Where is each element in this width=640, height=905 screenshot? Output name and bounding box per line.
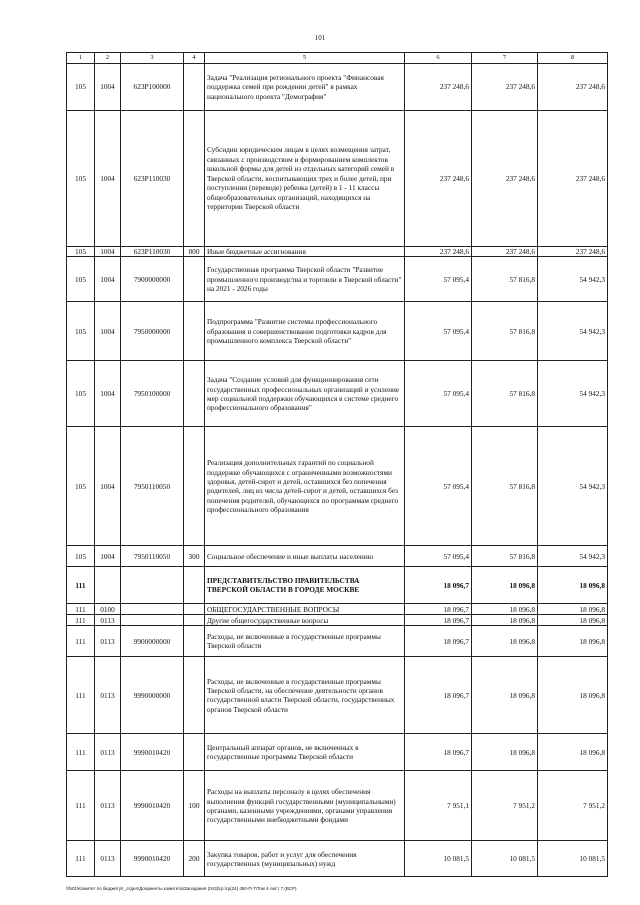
cell-target-article: 7950100000: [121, 361, 184, 427]
cell-expense-type: [184, 604, 205, 615]
table-row: [67, 615, 608, 626]
column-header: 8: [538, 53, 608, 64]
cell-chapter-code: 111: [67, 734, 95, 771]
table-header-row: [67, 53, 608, 64]
cell-section-code: 1004: [95, 302, 121, 361]
cell-expense-type: 200: [184, 841, 205, 877]
cell-name: Центральный аппарат органов, не включенных в государственные программы Тверской области: [205, 734, 405, 771]
cell-chapter-code: 105: [67, 427, 95, 546]
cell-name: Государственная программа Тверской области "Развитие промышленного производства и торговли в Тверской области" на 2021 - 2026 годы: [205, 257, 405, 302]
table-row: [67, 247, 608, 257]
cell-value-year-1: 18 096,7: [405, 615, 472, 626]
cell-value-year-2: 57 816,8: [472, 361, 538, 427]
cell-value-year-2: 57 816,8: [472, 257, 538, 302]
cell-value-year-2: 237 248,6: [472, 64, 538, 111]
cell-target-article: [121, 604, 184, 615]
cell-section-code: 0113: [95, 771, 121, 841]
cell-section-code: 1004: [95, 257, 121, 302]
cell-value-year-1: 57 095,4: [405, 361, 472, 427]
budget-table: [66, 52, 608, 877]
table-row: [67, 657, 608, 734]
column-header: 3: [121, 53, 184, 64]
page-number: 101: [314, 34, 326, 42]
cell-value-year-2: 7 951,2: [472, 771, 538, 841]
column-header: 1: [67, 53, 95, 64]
cell-chapter-code: 105: [67, 247, 95, 257]
table-row: [67, 302, 608, 361]
cell-chapter-code: 105: [67, 257, 95, 302]
cell-name: Субсидии юридическим лицам в целях возмещения затрат, связанных с производством и формированием комплектов школьной формы для детей из отдельных категорий семей в Тверской области, воспитывающих трех и более детей, при поступлении (переводе) ребенка (детей) в 1 - 11 классы общеобразовательных организаций, находящихся на территории Тверской области: [205, 111, 405, 247]
cell-expense-type: [184, 657, 205, 734]
cell-name: Задача "Реализация регионального проекта "Финансовая поддержка семей при рождении детей" в рамках национального проекта "Демография": [205, 64, 405, 111]
cell-section-code: 1004: [95, 546, 121, 567]
cell-value-year-2: 10 081,5: [472, 841, 538, 877]
table-row: [67, 64, 608, 111]
cell-name: Реализация дополнительных гарантий по социальной поддержке обучающихся с ограниченными возможностями здоровья, детей-сирот и детей, оставшихся без попечения родителей, лиц из числа детей-сирот и детей, оставшихся без попечения родителей, обучающихся по программам среднего профессионального образования: [205, 427, 405, 546]
cell-value-year-3: 54 942,3: [538, 546, 608, 567]
cell-section-code: 1004: [95, 111, 121, 247]
column-header: 6: [405, 53, 472, 64]
footer-file-path: \\fs01\Комитет по бюджету\!_отдел\Документы комитета\Заседания (043)\гр.\гр(24) 450-П-7\Том 4 лист 7 (ВСР): [66, 886, 297, 891]
cell-target-article: [121, 615, 184, 626]
cell-value-year-3: 54 942,3: [538, 427, 608, 546]
cell-value-year-1: 237 248,6: [405, 111, 472, 247]
cell-value-year-1: 57 095,4: [405, 427, 472, 546]
cell-target-article: 7950110050: [121, 427, 184, 546]
column-header: 2: [95, 53, 121, 64]
cell-name: Расходы, не включенные в государственные программы Тверской области: [205, 626, 405, 657]
cell-expense-type: [184, 427, 205, 546]
cell-name: Расходы, не включенные в государственные программы Тверской области, на обеспечение деятельности органов государственной власти Тверской области, государственных органов Тверской области: [205, 657, 405, 734]
cell-section-code: 0113: [95, 615, 121, 626]
cell-section-code: 1004: [95, 247, 121, 257]
table-row: [67, 361, 608, 427]
cell-value-year-2: 237 248,6: [472, 247, 538, 257]
cell-target-article: 7950110050: [121, 546, 184, 567]
cell-value-year-3: 10 081,5: [538, 841, 608, 877]
cell-expense-type: [184, 567, 205, 604]
cell-expense-type: [184, 734, 205, 771]
cell-target-article: 9990000000: [121, 657, 184, 734]
cell-value-year-3: 54 942,3: [538, 257, 608, 302]
cell-target-article: 9990010420: [121, 734, 184, 771]
cell-chapter-code: 111: [67, 604, 95, 615]
cell-target-article: 9990010420: [121, 841, 184, 877]
table-row: [67, 841, 608, 877]
cell-value-year-1: 18 096,7: [405, 567, 472, 604]
cell-value-year-2: 18 096,8: [472, 567, 538, 604]
cell-target-article: 623P110030: [121, 247, 184, 257]
cell-expense-type: [184, 64, 205, 111]
cell-value-year-2: 18 096,8: [472, 604, 538, 615]
cell-value-year-3: 54 942,3: [538, 302, 608, 361]
cell-section-code: 0113: [95, 626, 121, 657]
cell-chapter-code: 111: [67, 841, 95, 877]
cell-expense-type: [184, 615, 205, 626]
table-row: [67, 604, 608, 615]
cell-section-code: 0113: [95, 841, 121, 877]
cell-expense-type: 300: [184, 546, 205, 567]
cell-value-year-2: 18 096,8: [472, 626, 538, 657]
table-row: [67, 771, 608, 841]
cell-name: Задача "Создание условий для функционирования сети государственных профессиональных организаций и усиление мер социальной поддержки обучающихся в системе среднего профессионального образования": [205, 361, 405, 427]
cell-chapter-code: 105: [67, 546, 95, 567]
cell-section-code: 0100: [95, 604, 121, 615]
cell-value-year-3: 54 942,3: [538, 361, 608, 427]
cell-value-year-1: 57 095,4: [405, 546, 472, 567]
cell-chapter-code: 105: [67, 302, 95, 361]
table-row: [67, 546, 608, 567]
cell-expense-type: 800: [184, 247, 205, 257]
cell-value-year-1: 57 095,4: [405, 257, 472, 302]
cell-chapter-code: 105: [67, 361, 95, 427]
cell-value-year-2: 57 816,8: [472, 427, 538, 546]
cell-target-article: [121, 567, 184, 604]
cell-section-code: 1004: [95, 361, 121, 427]
cell-chapter-code: 105: [67, 64, 95, 111]
cell-name: Другие общегосударственные вопросы: [205, 615, 405, 626]
cell-value-year-1: 18 096,7: [405, 657, 472, 734]
cell-name: ПРЕДСТАВИТЕЛЬСТВО ПРАВИТЕЛЬСТВА ТВЕРСКОЙ ОБЛАСТИ В ГОРОДЕ МОСКВЕ: [205, 567, 405, 604]
cell-value-year-3: 18 096,8: [538, 615, 608, 626]
cell-value-year-1: 18 096,7: [405, 734, 472, 771]
table-row: [67, 257, 608, 302]
table-row: [67, 427, 608, 546]
cell-value-year-3: 237 248,6: [538, 247, 608, 257]
cell-value-year-3: 18 096,8: [538, 567, 608, 604]
cell-name: Социальное обеспечение и иные выплаты населению: [205, 546, 405, 567]
cell-target-article: 623P100000: [121, 64, 184, 111]
cell-target-article: 9900000000: [121, 626, 184, 657]
cell-chapter-code: 111: [67, 615, 95, 626]
cell-section-code: 0113: [95, 657, 121, 734]
cell-target-article: 7900000000: [121, 257, 184, 302]
cell-target-article: 623P110030: [121, 111, 184, 247]
cell-value-year-2: 57 816,8: [472, 546, 538, 567]
cell-name: ОБЩЕГОСУДАРСТВЕННЫЕ ВОПРОСЫ: [205, 604, 405, 615]
table-row: [67, 626, 608, 657]
cell-expense-type: [184, 111, 205, 247]
cell-value-year-1: 57 095,4: [405, 302, 472, 361]
cell-value-year-1: 237 248,6: [405, 247, 472, 257]
cell-value-year-3: 18 096,8: [538, 626, 608, 657]
cell-expense-type: [184, 257, 205, 302]
cell-section-code: 0113: [95, 734, 121, 771]
table-row: [67, 734, 608, 771]
cell-value-year-3: 18 096,8: [538, 657, 608, 734]
table-row: [67, 567, 608, 604]
cell-value-year-1: 237 248,6: [405, 64, 472, 111]
cell-chapter-code: 111: [67, 626, 95, 657]
cell-chapter-code: 105: [67, 111, 95, 247]
cell-name: Закупка товаров, работ и услуг для обеспечения государственных (муниципальных) нужд: [205, 841, 405, 877]
cell-value-year-1: 7 951,1: [405, 771, 472, 841]
cell-chapter-code: 111: [67, 567, 95, 604]
cell-value-year-3: 18 096,8: [538, 734, 608, 771]
cell-value-year-2: 237 248,6: [472, 111, 538, 247]
cell-name: Подпрограмма "Развитие системы профессионального образования и совершенствование подготовки кадров для промышленного комплекса Тверской области": [205, 302, 405, 361]
table-body: [67, 53, 608, 877]
cell-name: Расходы на выплаты персоналу в целях обеспечения выполнения функций государственными (муниципальными) органами, казенными учреждениями, органами управления государственными внебюджетными фондами: [205, 771, 405, 841]
table-row: [67, 111, 608, 247]
cell-value-year-3: 7 951,2: [538, 771, 608, 841]
cell-expense-type: [184, 361, 205, 427]
cell-chapter-code: 111: [67, 771, 95, 841]
cell-expense-type: [184, 626, 205, 657]
cell-value-year-1: 18 096,7: [405, 626, 472, 657]
cell-value-year-2: 18 096,8: [472, 657, 538, 734]
cell-section-code: 1004: [95, 427, 121, 546]
cell-section-code: [95, 567, 121, 604]
cell-target-article: 7950000000: [121, 302, 184, 361]
cell-expense-type: 100: [184, 771, 205, 841]
cell-name: Иные бюджетные ассигнования: [205, 247, 405, 257]
cell-value-year-2: 18 096,8: [472, 734, 538, 771]
cell-value-year-1: 18 096,7: [405, 604, 472, 615]
cell-section-code: 1004: [95, 64, 121, 111]
cell-value-year-3: 237 248,6: [538, 64, 608, 111]
cell-expense-type: [184, 302, 205, 361]
column-header: 5: [205, 53, 405, 64]
cell-value-year-3: 237 248,6: [538, 111, 608, 247]
cell-value-year-1: 10 081,5: [405, 841, 472, 877]
column-header: 7: [472, 53, 538, 64]
column-header: 4: [184, 53, 205, 64]
cell-value-year-2: 18 096,8: [472, 615, 538, 626]
cell-target-article: 9990010420: [121, 771, 184, 841]
cell-value-year-2: 57 816,8: [472, 302, 538, 361]
cell-chapter-code: 111: [67, 657, 95, 734]
cell-value-year-3: 18 096,8: [538, 604, 608, 615]
